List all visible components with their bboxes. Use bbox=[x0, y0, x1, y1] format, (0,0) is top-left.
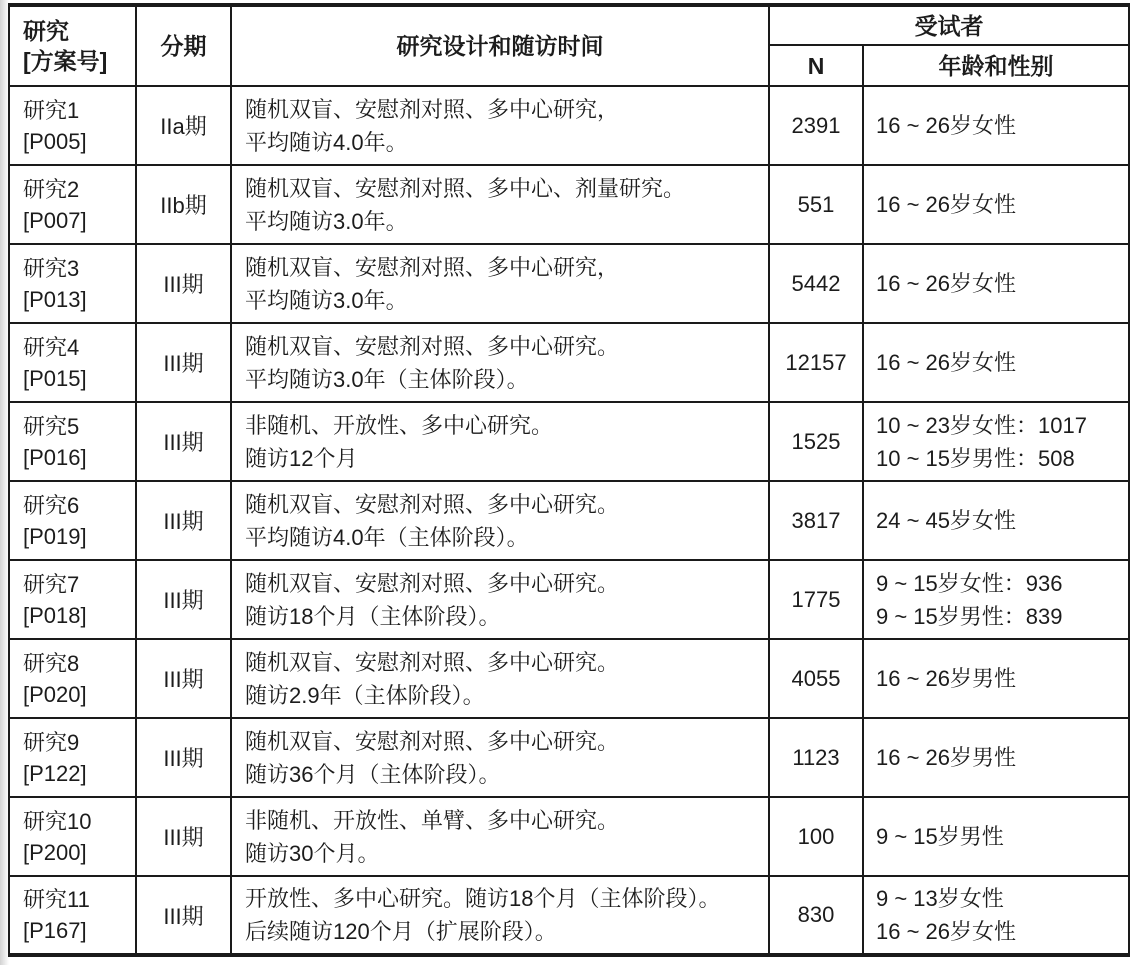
cell-design bbox=[231, 481, 769, 560]
cell-n: 12157 bbox=[769, 323, 863, 402]
study-label: 研究5 bbox=[23, 413, 80, 439]
protocol-label: [P007] bbox=[23, 207, 87, 233]
design-line1: 随机双盲、安慰剂对照、多中心研究， bbox=[245, 96, 620, 122]
design-line1: 开放性、多中心研究。随访18个月（主体阶段）。 bbox=[245, 886, 721, 911]
table-row-study4 bbox=[9, 323, 1129, 402]
table-header bbox=[9, 5, 1129, 86]
protocol-label: [P005] bbox=[23, 128, 87, 154]
design-line2: 平均随访4.0年。 bbox=[245, 129, 408, 155]
header-age-sex: 年龄和性别 bbox=[863, 45, 1129, 86]
cell-age-sex bbox=[863, 402, 1129, 481]
cell-age-sex bbox=[863, 165, 1129, 244]
age-sex-line1: 9 ~ 13岁女性 bbox=[876, 886, 1004, 911]
cell-phase: III期 bbox=[136, 718, 231, 797]
cell-n: 4055 bbox=[769, 639, 863, 718]
header-design: 研究设计和随访时间 bbox=[231, 5, 769, 86]
age-sex-line1: 16 ~ 26岁女性 bbox=[876, 350, 1017, 375]
design-line2: 平均随访3.0年。 bbox=[245, 208, 408, 234]
cell-phase: III期 bbox=[136, 402, 231, 481]
header-n: N bbox=[769, 45, 863, 86]
design-line1: 随机双盲、安慰剂对照、多中心研究。 bbox=[245, 649, 620, 675]
table-row-study6 bbox=[9, 481, 1129, 560]
table-row-study5 bbox=[9, 402, 1129, 481]
cell-study-protocol bbox=[9, 165, 136, 244]
study-label: 研究6 bbox=[23, 492, 80, 518]
cell-design bbox=[231, 86, 769, 165]
study-label: 研究9 bbox=[23, 729, 80, 755]
cell-age-sex bbox=[863, 718, 1129, 797]
cell-design bbox=[231, 797, 769, 876]
study-label: 研究7 bbox=[23, 571, 80, 597]
cell-design bbox=[231, 244, 769, 323]
study-label: 研究1 bbox=[23, 97, 80, 123]
cell-n: 1775 bbox=[769, 560, 863, 639]
cell-phase: III期 bbox=[136, 876, 231, 955]
cell-n: 1525 bbox=[769, 402, 863, 481]
design-line1: 随机双盲、安慰剂对照、多中心研究。 bbox=[245, 491, 620, 517]
cell-n: 5442 bbox=[769, 244, 863, 323]
design-line2: 随访36个月（主体阶段）。 bbox=[245, 761, 501, 787]
cell-study-protocol bbox=[9, 323, 136, 402]
cell-age-sex bbox=[863, 876, 1129, 955]
cell-phase: III期 bbox=[136, 797, 231, 876]
age-sex-line1: 16 ~ 26岁男性 bbox=[876, 666, 1017, 691]
cell-study-protocol bbox=[9, 86, 136, 165]
header-subjects: 受试者 bbox=[769, 5, 1129, 45]
cell-design bbox=[231, 165, 769, 244]
age-sex-line1: 10 ~ 23岁女性：1017 bbox=[876, 412, 1087, 438]
cell-design bbox=[231, 560, 769, 639]
cell-study-protocol bbox=[9, 876, 136, 955]
design-line2: 随访12个月 bbox=[245, 445, 358, 471]
cell-design bbox=[231, 876, 769, 955]
design-line1: 非随机、开放性、单臂、多中心研究。 bbox=[245, 807, 620, 833]
cell-n: 100 bbox=[769, 797, 863, 876]
age-sex-line1: 16 ~ 26岁女性 bbox=[876, 271, 1017, 296]
cell-age-sex bbox=[863, 481, 1129, 560]
header-study-protocol bbox=[9, 5, 136, 86]
cell-n: 551 bbox=[769, 165, 863, 244]
protocol-label: [P016] bbox=[23, 444, 87, 470]
study-label: 研究2 bbox=[23, 176, 80, 202]
table-row-study3 bbox=[9, 244, 1129, 323]
cell-age-sex bbox=[863, 323, 1129, 402]
study-label: 研究8 bbox=[23, 650, 80, 676]
protocol-label: [P019] bbox=[23, 523, 87, 549]
cell-age-sex bbox=[863, 244, 1129, 323]
design-line2: 随访18个月（主体阶段）。 bbox=[245, 603, 501, 629]
clinical-studies-table bbox=[8, 3, 1130, 957]
design-line1: 随机双盲、安慰剂对照、多中心研究。 bbox=[245, 570, 620, 596]
cell-phase: III期 bbox=[136, 481, 231, 560]
header-study-line1: 研究 bbox=[23, 18, 69, 44]
cell-age-sex bbox=[863, 86, 1129, 165]
design-line1: 随机双盲、安慰剂对照、多中心研究， bbox=[245, 254, 620, 280]
table-body bbox=[9, 86, 1129, 955]
cell-age-sex bbox=[863, 797, 1129, 876]
age-sex-line2: 16 ~ 26岁女性 bbox=[876, 919, 1017, 944]
study-label: 研究4 bbox=[23, 334, 80, 360]
cell-study-protocol bbox=[9, 244, 136, 323]
cell-study-protocol bbox=[9, 560, 136, 639]
header-phase: 分期 bbox=[136, 5, 231, 86]
protocol-label: [P020] bbox=[23, 681, 87, 707]
design-line2: 随访2.9年（主体阶段）。 bbox=[245, 682, 485, 708]
table-row-study10 bbox=[9, 797, 1129, 876]
cell-design bbox=[231, 639, 769, 718]
table-row-study11 bbox=[9, 876, 1129, 955]
header-row-1 bbox=[9, 5, 1129, 45]
protocol-label: [P015] bbox=[23, 365, 87, 391]
age-sex-line1: 9 ~ 15岁女性：936 bbox=[876, 570, 1063, 596]
age-sex-line1: 16 ~ 26岁女性 bbox=[876, 192, 1017, 217]
design-line2: 平均随访3.0年。 bbox=[245, 287, 408, 313]
table-row-study1 bbox=[9, 86, 1129, 165]
age-sex-line2: 10 ~ 15岁男性：508 bbox=[876, 445, 1075, 471]
cell-study-protocol bbox=[9, 718, 136, 797]
cell-age-sex bbox=[863, 639, 1129, 718]
design-line2: 随访30个月。 bbox=[245, 840, 380, 866]
cell-n: 3817 bbox=[769, 481, 863, 560]
table-row-study7 bbox=[9, 560, 1129, 639]
protocol-label: [P013] bbox=[23, 286, 87, 312]
design-line1: 随机双盲、安慰剂对照、多中心研究。 bbox=[245, 333, 620, 359]
protocol-label: [P167] bbox=[23, 918, 87, 943]
study-label: 研究10 bbox=[23, 808, 92, 834]
cell-study-protocol bbox=[9, 797, 136, 876]
design-line2: 后续随访120个月（扩展阶段）。 bbox=[245, 919, 557, 944]
table-row-study8 bbox=[9, 639, 1129, 718]
table-row-study9 bbox=[9, 718, 1129, 797]
age-sex-line1: 9 ~ 15岁男性 bbox=[876, 824, 1004, 849]
cell-phase: III期 bbox=[136, 560, 231, 639]
design-line2: 平均随访3.0年（主体阶段）。 bbox=[245, 366, 529, 392]
cell-phase: III期 bbox=[136, 323, 231, 402]
header-study-line2: [方案号] bbox=[23, 48, 108, 74]
cell-design bbox=[231, 718, 769, 797]
cell-phase: III期 bbox=[136, 639, 231, 718]
protocol-label: [P122] bbox=[23, 760, 87, 786]
design-line1: 非随机、开放性、多中心研究。 bbox=[245, 412, 554, 438]
study-label: 研究3 bbox=[23, 255, 80, 281]
age-sex-line2: 9 ~ 15岁男性：839 bbox=[876, 603, 1063, 629]
protocol-label: [P018] bbox=[23, 602, 87, 628]
cell-study-protocol bbox=[9, 402, 136, 481]
age-sex-line1: 24 ~ 45岁女性 bbox=[876, 508, 1017, 533]
cell-age-sex bbox=[863, 560, 1129, 639]
design-line1: 随机双盲、安慰剂对照、多中心、剂量研究。 bbox=[245, 175, 686, 201]
age-sex-line1: 16 ~ 26岁女性 bbox=[876, 113, 1017, 138]
cell-n: 1123 bbox=[769, 718, 863, 797]
design-line1: 随机双盲、安慰剂对照、多中心研究。 bbox=[245, 728, 620, 754]
cell-phase: III期 bbox=[136, 244, 231, 323]
cell-study-protocol bbox=[9, 639, 136, 718]
table-row-study2 bbox=[9, 165, 1129, 244]
cell-phase: IIa期 bbox=[136, 86, 231, 165]
design-line2: 平均随访4.0年（主体阶段）。 bbox=[245, 524, 529, 550]
age-sex-line1: 16 ~ 26岁男性 bbox=[876, 745, 1017, 770]
cell-n: 830 bbox=[769, 876, 863, 955]
cell-phase: IIb期 bbox=[136, 165, 231, 244]
cell-design bbox=[231, 402, 769, 481]
study-label: 研究11 bbox=[23, 887, 90, 912]
cell-design bbox=[231, 323, 769, 402]
cell-n: 2391 bbox=[769, 86, 863, 165]
protocol-label: [P200] bbox=[23, 839, 87, 865]
cell-study-protocol bbox=[9, 481, 136, 560]
